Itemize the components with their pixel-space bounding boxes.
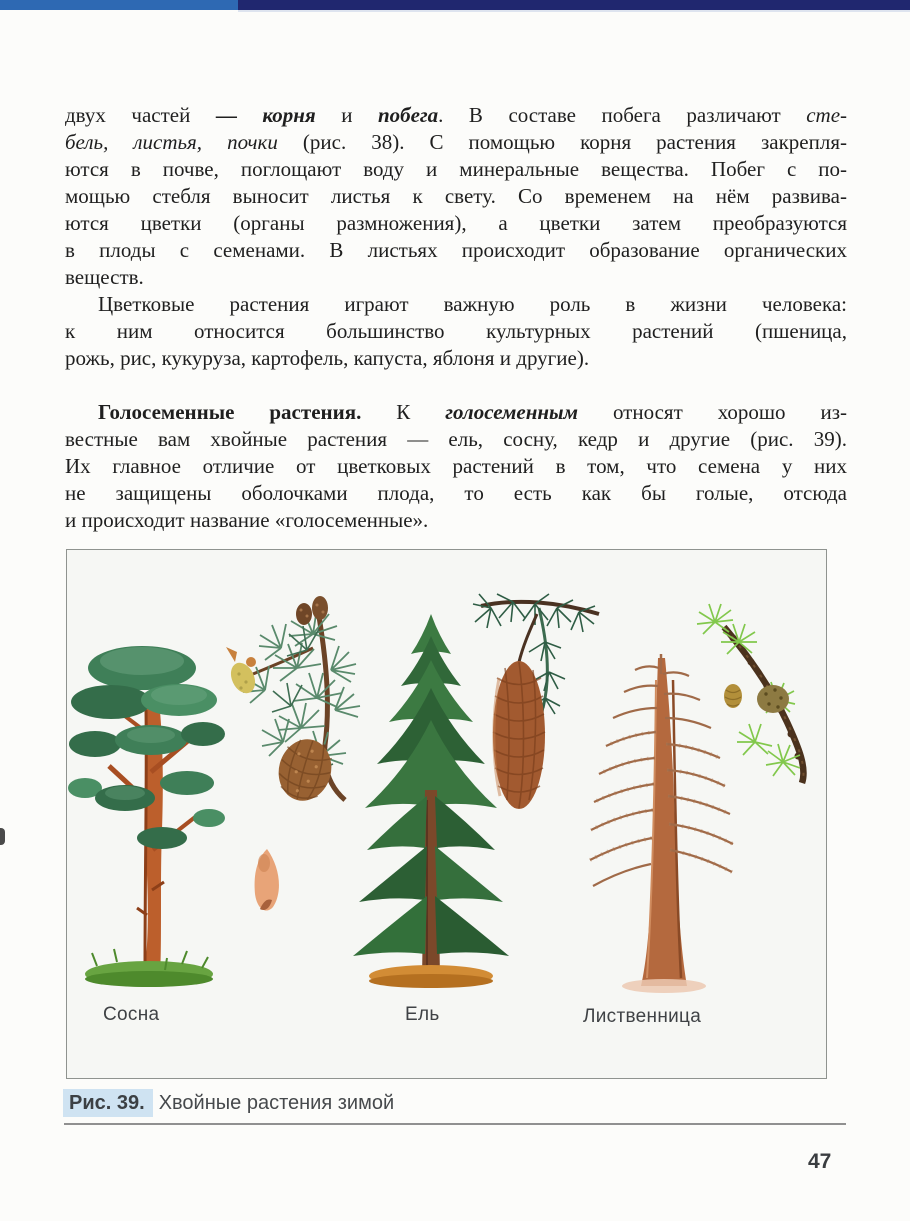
- conifers-illustration: [67, 550, 826, 1078]
- text-line: рожь, рис, кукуруза, картофель, капуста, яблоня и другие).: [65, 346, 590, 370]
- text-line: веществ.: [65, 265, 144, 289]
- text-line: ются цветки (органы размножения), а цветки затем преобразуются: [65, 211, 847, 235]
- larch-tree-illustration: [590, 654, 733, 993]
- spruce-tree-illustration: [353, 614, 509, 988]
- text-line: Их главное отличие от цветковых растений в том, что семена у них: [65, 454, 847, 478]
- text-line: ются в почве, поглощают воду и минеральные вещества. Побег с по-: [65, 157, 847, 181]
- larch-label: Лиственница: [583, 1006, 702, 1027]
- figure-caption-text: Хвойные растения зимой: [158, 1092, 395, 1114]
- page-edge-mark: [0, 828, 5, 845]
- text-line: бель, листья, почки (рис. 38). С помощью корня растения закрепля-: [65, 130, 847, 154]
- spruce-label: Ель: [405, 1004, 440, 1025]
- text-line: мощью стебля выносит листья к свету. Со временем на нём развива-: [65, 184, 847, 208]
- pine-tree-illustration: [68, 646, 225, 987]
- pine-seed-illustration: [255, 849, 279, 911]
- body-text: [65, 102, 847, 534]
- text-line: не защищены оболочками плода, то есть как бы голые, отсюда: [65, 481, 847, 505]
- top-bar-dark-segment: [238, 0, 910, 10]
- paragraph: [65, 291, 847, 372]
- footer-rule: [64, 1123, 846, 1125]
- pine-label: Сосна: [103, 1004, 160, 1025]
- text-line: к ним относится большинство культурных растений (пшеница,: [65, 319, 847, 343]
- paragraph: [65, 102, 847, 291]
- top-bar-light-segment: [0, 0, 238, 10]
- text-line: в плоды с семенами. В листьях происходит образование органических: [65, 238, 847, 262]
- figure-caption: [63, 1089, 394, 1117]
- figure-39: [66, 549, 827, 1079]
- text-line: двух частей — корня и побега. В составе побега различают сте-: [65, 103, 848, 127]
- text-line: вестные вам хвойные растения — ель, сосну, кедр и другие (рис. 39).: [65, 427, 847, 451]
- spruce-branch-illustration: [473, 594, 599, 809]
- text-line: Голосеменные растения. К голосеменным относят хорошо из-: [98, 400, 848, 424]
- paragraph: [65, 399, 847, 534]
- figure-caption-number: Рис. 39.: [63, 1089, 153, 1117]
- page-number: 47: [808, 1150, 832, 1173]
- top-decorative-bar: [0, 0, 910, 10]
- text-line: и происходит название «голосеменные».: [65, 508, 429, 532]
- pine-branch-illustration: [226, 596, 360, 807]
- text-line: Цветковые растения играют важную роль в жизни человека:: [98, 292, 847, 316]
